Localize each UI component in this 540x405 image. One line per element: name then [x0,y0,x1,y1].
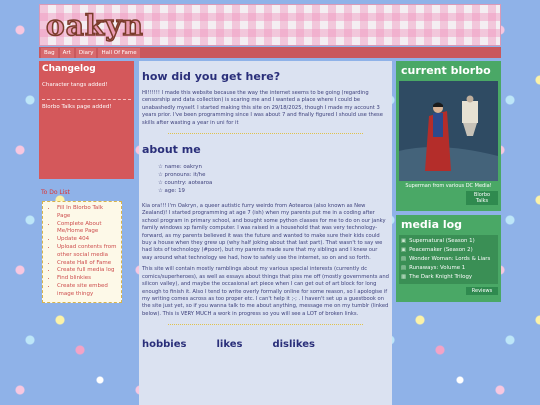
divider [168,133,363,134]
superman-illustration [399,81,498,181]
nav-link-diary[interactable]: Diary [76,48,97,58]
changelog-entry: Character tangs added! [42,82,108,88]
media-item[interactable] [401,273,496,282]
fact-name: ☆ name: oakryn [158,164,202,171]
logo-letter: y [105,9,122,42]
media-list [399,235,498,284]
changelog-title: Changelog [42,64,96,74]
likes-heading: likes [216,339,243,351]
logo-letter: n [122,9,143,42]
reviews-button[interactable]: Reviews [466,287,498,295]
nav-bar [39,47,501,58]
dislikes-heading: dislikes [272,339,315,351]
media-item-label: The Dark Knight Trilogy [409,274,473,280]
divider [42,99,131,100]
todo-item: • Complete About Me/Home Page [57,221,118,237]
section-heading-about: about me [142,143,201,157]
todo-item: • Find blinkies [57,275,118,283]
header-banner [39,4,501,46]
nav-link-art[interactable]: Art [60,48,74,58]
divider [168,324,363,325]
film-icon: ▦ [401,274,407,280]
logo-letter: a [65,9,84,42]
hobbies-heading: hobbies [142,339,187,351]
nav-link-hall-of-fame[interactable]: Hall Of Fame [98,48,139,58]
todo-item: • Fill In Blorbo Talk Page [57,205,118,221]
media-item-label: Peacemaker (Season 2) [409,247,473,253]
blorbo-title: current blorbo [401,64,491,77]
todo-item: • Update 404 [57,236,118,244]
nav-link-bag[interactable]: Bag [41,48,58,58]
blorbo-talks-button[interactable]: Blorbo Talks [466,191,498,205]
todo-item: • Create site embed image thingy [57,283,118,299]
logo-letter: k [84,9,105,42]
changelog-entry: Blorbo Talks page added! [42,104,112,110]
about-paragraph: This site will contain mostly ramblings about my various special interests (currently dc comics/superheroes), as well as essays about things that piss me off (mostly governments and silicon valley), and maybe the occasional art piece when I can get out of art block for long enough to finish it. Also I tend to write overly formally online for some reason, so I apologise if my writing comes across as too proper etc. I can't help it ;-; . I haven't set up a guestbook on the site just yet, so if you wanna talk to me about anything, message me on my tumblr (linked below). This is VERY MUCH a work in progress so you will see a LOT of broken links. [142,266,389,317]
medialog-title: media log [401,218,463,231]
site-logo[interactable] [46,7,143,45]
about-paragraph: Kia ora!!! I'm Oakryn, a queer autistic furry weirdo from Aotearoa (also known as New Zealand)! I started programming at age 7 (ish) when my parents put me in a coding after school program in primary school, and bought some python classes for me to do on our janky family windows xp family computer. I was raised in a household that was very technology-forward, as my parents believed it was the future and wanted to make sure their kids could buy a house when they grew up (why half joking about that last part). That wasn't to say we had lots of technology (#poor), but my parents made sure that my siblings and I knew our way around what technology we had, how to safely use the internet, so on and so forth. [142,203,386,261]
main-content[interactable] [139,61,392,405]
right-column [396,61,501,302]
blorbo-box [396,61,501,211]
book-icon: ▤ [401,256,407,262]
about-facts [158,163,389,195]
hobbies-headings [142,339,389,350]
todo-list [42,201,122,303]
blorbo-caption: Superman from various DC Media! [405,183,492,189]
media-item[interactable] [401,237,496,246]
media-item-label: Wonder Woman: Lords & Liars [409,256,491,262]
medialog-box [396,215,501,302]
todo-item: • Create Hall of Fame [57,260,118,268]
media-item-label: Supernatural (Season 1) [409,238,475,244]
todo-item: • Create full media log [57,267,118,275]
tv-icon: ▣ [401,238,407,244]
changelog-box [39,61,134,179]
fact-age: ☆ age: 19 [158,188,185,195]
fact-pronouns: ☆ pronouns: it/he [158,172,206,179]
left-column [39,61,134,303]
superman-image [399,81,498,181]
logo-letter: o [46,9,65,42]
site-wrapper [39,4,501,405]
section-heading-how: how did you get here? [142,70,281,83]
todo-title: To Do List [41,189,70,196]
media-item[interactable] [401,246,496,255]
media-item[interactable] [401,255,496,264]
book-icon: ▤ [401,265,407,271]
fact-country: ☆ country: aotearoa [158,180,213,187]
todo-item: • Upload contents from other social media [57,244,118,260]
media-item[interactable] [401,264,496,273]
how-paragraph: HI!!!!!! I made this website because the way the internet seems to be going (regarding censorship and data collection) is scaring me and I wanted a place where I could be unabashedly myself. I started making this site on 29/18/2025, though I made my account 3 years prior. I've been programming since I was about 7 and finally figured I should use these skills after wasting a year in uni for it [142,90,383,126]
media-item-label: Runaways: Volume 1 [409,265,466,271]
tv-icon: ▣ [401,247,407,253]
